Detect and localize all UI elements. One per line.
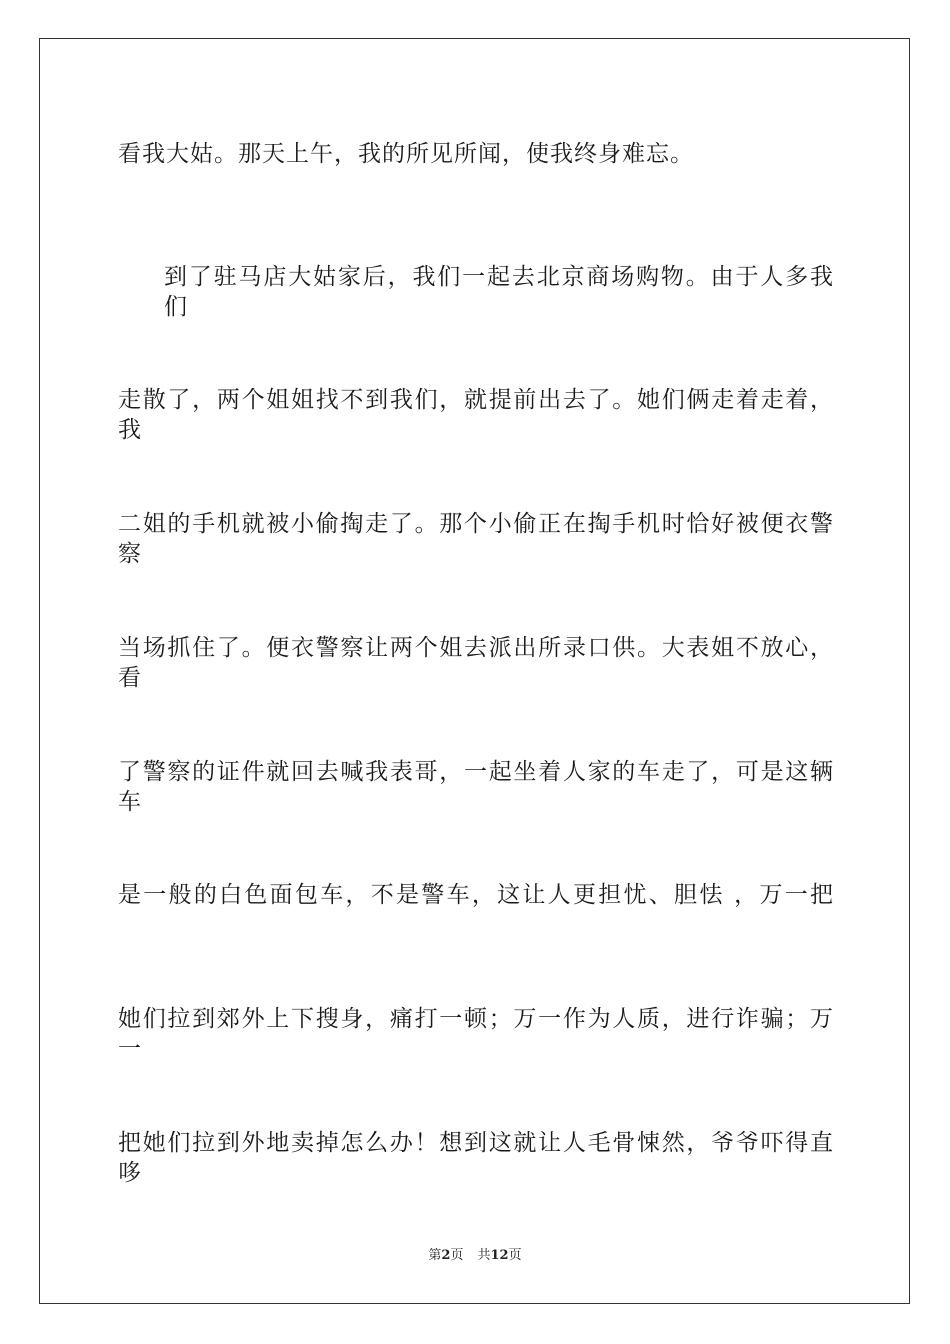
text-line-7: 是一般的白色面包车，不是警车，这让人更担忧、胆怯 ，万一把: [118, 882, 834, 908]
page-suffix: 页: [450, 1248, 464, 1263]
text-line-9: 把她们拉到外地卖掉怎么办！想到这就让人毛骨悚然，爷爷吓得直哆: [118, 1130, 834, 1186]
text-line-1: 看我大姑。那天上午，我的所见所闻，使我终身难忘。: [118, 141, 694, 167]
text-line-8: 她们拉到郊外上下搜身，痛打一顿；万一作为人质，进行诈骗；万一: [118, 1006, 834, 1062]
text-line-2: 到了驻马店大姑家后，我们一起去北京商场购物。由于人多我们: [164, 264, 834, 320]
page-footer: [0, 1247, 950, 1265]
total-pages: 12: [490, 1248, 509, 1263]
text-line-6: 了警察的证件就回去喊我表哥，一起坐着人家的车走了，可是这辆车: [118, 759, 834, 815]
total-suffix: 页: [508, 1248, 522, 1263]
page-number: 2: [441, 1248, 451, 1263]
total-prefix: 共: [477, 1248, 491, 1263]
text-line-3: 走散了，两个姐姐找不到我们，就提前出去了。她们俩走着走着，我: [118, 387, 834, 443]
text-line-5: 当场抓住了。便衣警察让两个姐去派出所录口供。大表姐不放心，看: [118, 635, 834, 691]
page-prefix: 第: [428, 1248, 442, 1263]
text-line-4: 二姐的手机就被小偷掏走了。那个小偷正在掏手机时恰好被便衣警察: [118, 511, 834, 567]
